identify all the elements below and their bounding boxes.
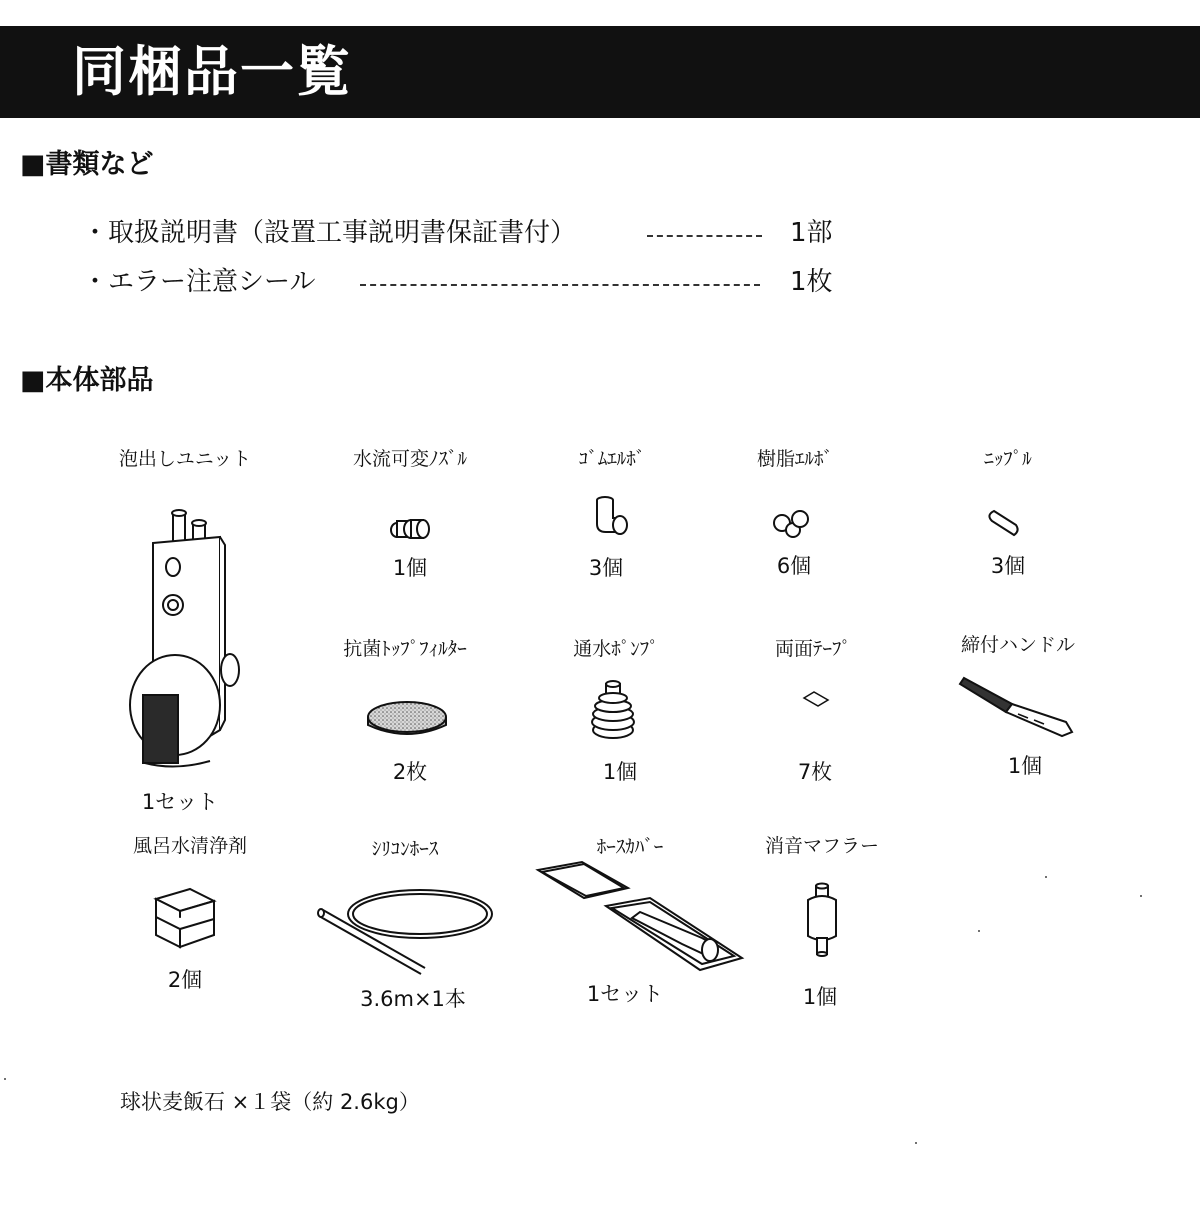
part-quantity: 1セット xyxy=(586,982,664,1006)
scan-speck xyxy=(978,930,980,932)
document-name: ・エラー注意シール xyxy=(82,267,316,297)
cleaner-box-icon xyxy=(150,883,220,951)
scan-speck xyxy=(1045,876,1047,878)
filter-icon xyxy=(362,695,452,743)
part-quantity: 2枚 xyxy=(392,760,428,784)
part-label-tape: 両面ﾃｰﾌﾟ xyxy=(774,638,852,660)
scan-speck xyxy=(1140,895,1142,897)
part-label-muffler: 消音マフラー xyxy=(764,835,880,857)
nozzle-icon xyxy=(385,510,435,544)
dotted-leader xyxy=(647,235,762,237)
part-label-hose: ｼﾘｺﾝﾎｰｽ xyxy=(371,838,439,860)
rubber-elbow-icon xyxy=(592,492,634,540)
part-label-filter: 抗菌ﾄｯﾌﾟﾌｨﾙﾀｰ xyxy=(343,638,467,660)
footer-note: 球状麦飯石 ×１袋（約 2.6kg） xyxy=(120,1090,420,1114)
part-label-nipple: ﾆｯﾌﾟﾙ xyxy=(984,448,1032,470)
part-quantity: 7枚 xyxy=(797,760,833,784)
parts-section-title: ■本体部品 xyxy=(20,365,154,396)
part-label-rubber-elbow: ｺﾞﾑｴﾙﾎﾞ xyxy=(578,448,646,470)
part-label-cleaner: 風呂水清浄剤 xyxy=(132,835,248,857)
part-label-nozzle: 水流可変ﾉｽﾞﾙ xyxy=(352,448,468,470)
part-label-hose-cover: ﾎｰｽｶﾊﾞｰ xyxy=(596,836,664,858)
part-quantity: 1個 xyxy=(392,556,428,580)
document-name: ・取扱説明書（設置工事説明書保証書付） xyxy=(82,218,577,248)
document-quantity: 1枚 xyxy=(790,267,833,297)
documents-section-title: ■書類など xyxy=(20,149,154,180)
header-bar xyxy=(0,26,1200,118)
page-title: 同梱品一覧 xyxy=(72,40,352,103)
part-label-handle: 締付ハンドル xyxy=(960,634,1076,656)
part-quantity: 1個 xyxy=(802,985,838,1009)
nipple-icon xyxy=(982,507,1022,539)
part-quantity: 3個 xyxy=(588,556,624,580)
part-quantity: 6個 xyxy=(776,554,812,578)
part-label-foam-unit: 泡出しユニット xyxy=(118,448,252,470)
hose-cover-icon xyxy=(532,858,747,978)
part-quantity: 1セット xyxy=(141,790,219,814)
muffler-icon xyxy=(800,880,845,960)
tightening-handle-icon xyxy=(958,670,1078,740)
document-quantity: 1部 xyxy=(790,218,833,248)
part-label-resin-elbow: 樹脂ｴﾙﾎﾞ xyxy=(756,448,834,470)
part-quantity: 1個 xyxy=(1007,754,1043,778)
dotted-leader xyxy=(360,284,760,286)
resin-elbow-icon xyxy=(770,505,814,541)
foam-unit-icon xyxy=(125,505,250,775)
part-label-pump: 通水ﾎﾟﾝﾌﾟ xyxy=(573,638,659,660)
silicone-hose-icon xyxy=(315,880,500,975)
double-sided-tape-icon xyxy=(800,688,832,710)
part-quantity: 2個 xyxy=(167,968,203,992)
part-quantity: 3.6m×1本 xyxy=(360,987,466,1011)
part-quantity: 3個 xyxy=(990,554,1026,578)
scan-speck xyxy=(4,1078,6,1080)
pump-icon xyxy=(588,680,638,742)
scan-speck xyxy=(915,1142,917,1144)
part-quantity: 1個 xyxy=(602,760,638,784)
